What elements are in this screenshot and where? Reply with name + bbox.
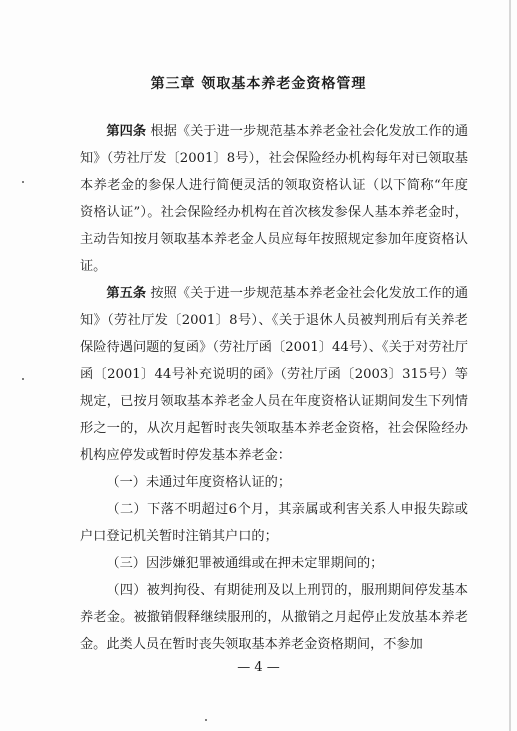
list-item: （四）被判拘役、有期徒刑及以上刑罚的，服刑期间停发基本养老金。被撤销假释继续服刑的，从撤销之月起停止发放基本养老金。此类人员在暂时丧失领取基本养老金资格期间，不参加	[80, 583, 468, 652]
article-5-text: 按照《关于进一步规范基本养老金社会化发放工作的通知》（劳社厅发〔2001〕8号）、《关于退休人员被判刑后有关养老保险待遇问题的复函》（劳社厅函〔2001〕44号）、《关于对劳社厅函〔2001〕44号补充说明的函》（劳社厅函〔2003〕315号）等规定，已按月领取基本养老金人员在年度资格认证期间发生下列情形之一的，从次月起暂时丧失领取基本养老金资格，社会保险经办机构应停发或暂时停发基本养老金：	[80, 286, 469, 463]
document-body	[80, 118, 468, 658]
article-4-paragraph	[80, 118, 468, 280]
page-number: — 4 —	[237, 660, 280, 675]
article-5-paragraph	[80, 280, 468, 469]
list-item: （二）下落不明超过6个月，其亲属或利害关系人申报失踪或户口登记机关暂时注销其户口的；	[80, 502, 468, 544]
chapter-title: 第三章 领取基本养老金资格管理	[150, 76, 367, 92]
article-4-label: 第四条	[106, 124, 147, 139]
article-5-label: 第五条	[106, 286, 147, 301]
article-4-text: 根据《关于进一步规范基本养老金社会化发放工作的通知》（劳社厅发〔2001〕8号），社会保险经办机构每年对已领取基本养老金的参保人进行简便灵活的领取资格认证（以下简称“年度资格认证”）。社会保险经办机构在首次核发参保人基本养老金时，主动告知按月领取基本养老金人员应每年按照规定参加年度资格认证。	[80, 124, 469, 274]
page-edge-shadow	[509, 0, 511, 731]
list-item: （三）因涉嫌犯罪被通缉或在押未定罪期间的；	[106, 556, 384, 571]
scan-speck	[22, 378, 24, 380]
scan-speck	[22, 181, 24, 183]
list-item: （一）未通过年度资格认证的；	[106, 475, 292, 490]
scan-speck	[205, 719, 207, 721]
